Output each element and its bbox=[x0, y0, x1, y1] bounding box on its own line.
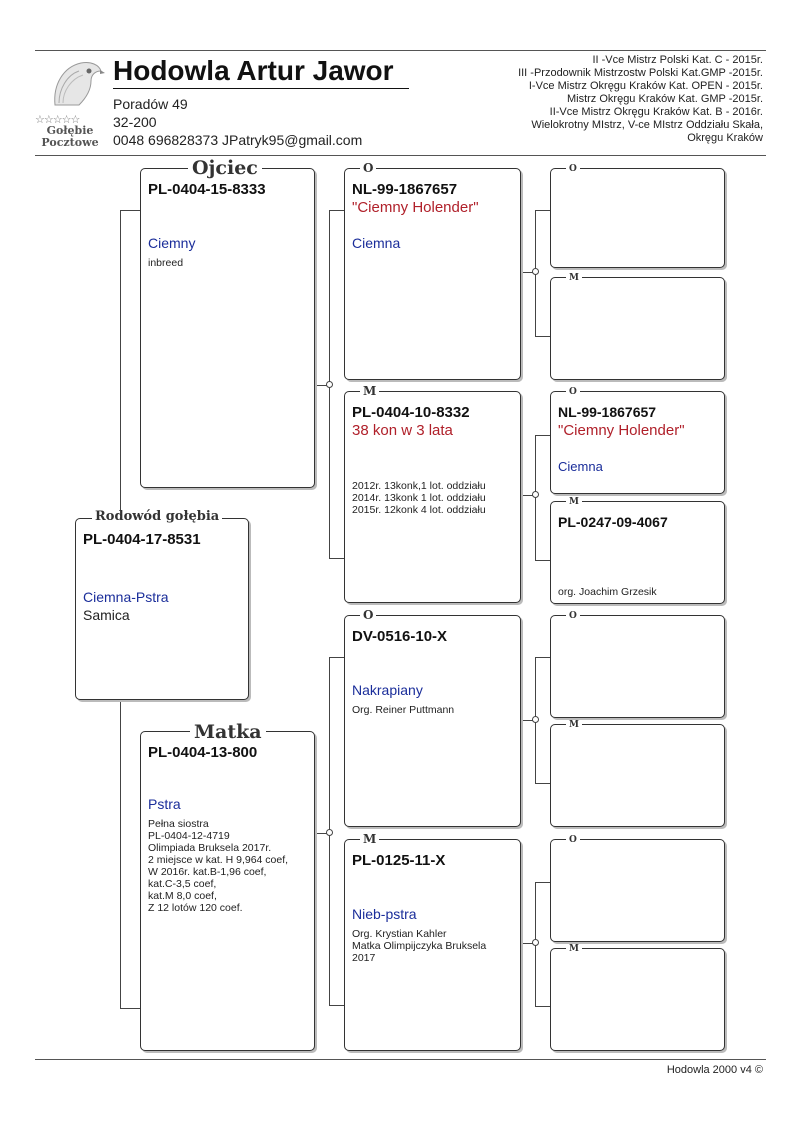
junction-dot bbox=[532, 491, 539, 498]
title-underline bbox=[113, 88, 409, 89]
fm-ring: PL-0404-10-8332 bbox=[352, 404, 470, 421]
mm-tag: M bbox=[360, 832, 379, 846]
address-line-1: Poradów 49 bbox=[113, 96, 188, 112]
mother-color: Pstra bbox=[148, 796, 181, 812]
achievement: II -Vce Mistrz Polski Kat. C - 2015r. bbox=[592, 54, 763, 66]
mf-info: Org. Reiner Puttmann bbox=[352, 704, 455, 716]
ggp-card-6[interactable] bbox=[550, 724, 725, 827]
connector bbox=[535, 336, 550, 337]
grandparent-mm-card[interactable] bbox=[344, 839, 521, 1051]
father-card[interactable] bbox=[140, 168, 315, 488]
subject-sex: Samica bbox=[83, 607, 130, 623]
mother-tag: Matka bbox=[190, 722, 266, 742]
ggp-tag: O bbox=[566, 387, 580, 397]
stars-icon: ☆☆☆☆☆ bbox=[35, 113, 80, 126]
logo-text-2: Pocztowe bbox=[41, 136, 99, 149]
subject-tag: Rodowód gołębia bbox=[92, 510, 222, 524]
mf-color: Nakrapiany bbox=[352, 682, 423, 698]
mother-info bbox=[148, 818, 288, 914]
club-logo bbox=[33, 53, 107, 148]
grandparent-mf-card[interactable] bbox=[344, 615, 521, 827]
ggp-info: org. Joachim Grzesik bbox=[558, 586, 657, 598]
connector bbox=[535, 210, 550, 211]
achievement: Okręgu Kraków bbox=[687, 132, 763, 144]
subject-card[interactable] bbox=[75, 518, 249, 700]
fm-tag: M bbox=[360, 384, 379, 398]
ggp-tag: M bbox=[566, 720, 582, 730]
ff-tag: O bbox=[360, 161, 376, 175]
ggp-card-1[interactable] bbox=[550, 168, 725, 268]
info-line: Matka Olimpijczyka Bruksela bbox=[352, 940, 487, 952]
connector bbox=[120, 700, 121, 1008]
info-line: Olimpiada Bruksela 2017r. bbox=[148, 842, 272, 854]
breeder-title: Hodowla Artur Jawor bbox=[113, 55, 394, 86]
mother-card[interactable] bbox=[140, 731, 315, 1051]
info-line: Z 12 lotów 120 coef. bbox=[148, 902, 243, 914]
connector bbox=[120, 210, 140, 211]
grandparent-fm-card[interactable] bbox=[344, 391, 521, 603]
connector bbox=[535, 435, 550, 436]
achievement: II-Vce Mistrz Okręgu Kraków Kat. B - 2016r. bbox=[549, 106, 763, 118]
info-line: W 2016r. kat.B-1,96 coef, bbox=[148, 866, 267, 878]
subject-ring: PL-0404-17-8531 bbox=[83, 531, 201, 548]
mm-color: Nieb-pstra bbox=[352, 906, 417, 922]
info-line: Org. Krystian Kahler bbox=[352, 928, 447, 940]
ggp-card-7[interactable] bbox=[550, 839, 725, 942]
ggp-card-8[interactable] bbox=[550, 948, 725, 1051]
logo-text-1: Gołębie bbox=[46, 124, 94, 137]
achievement: Wielokrotny MIstrz, V-ce MIstrz Oddziału Skała, bbox=[531, 119, 763, 131]
ggp-tag: O bbox=[566, 835, 580, 845]
ff-nick: "Ciemny Holender" bbox=[352, 199, 479, 216]
footer-text: Hodowla 2000 v4 © bbox=[666, 1064, 763, 1076]
connector bbox=[120, 210, 121, 518]
connector bbox=[329, 558, 344, 559]
ff-color: Ciemna bbox=[352, 235, 401, 251]
connector bbox=[535, 560, 550, 561]
info-line: 2014r. 13konk 1 lot. oddziału bbox=[352, 492, 486, 504]
achievement: Mistrz Okręgu Kraków Kat. GMP -2015r. bbox=[566, 93, 763, 105]
junction-dot bbox=[532, 268, 539, 275]
junction-dot bbox=[532, 939, 539, 946]
connector bbox=[329, 657, 344, 658]
ggp-tag: O bbox=[566, 164, 580, 174]
fm-info bbox=[352, 480, 486, 516]
info-line: kat.M 8,0 coef, bbox=[148, 890, 217, 902]
address-line-2: 32-200 bbox=[113, 114, 157, 130]
ggp-card-5[interactable] bbox=[550, 615, 725, 718]
ggp-card-2[interactable] bbox=[550, 277, 725, 380]
connector bbox=[535, 657, 550, 658]
info-line: 2 miejsce w kat. H 9,964 coef, bbox=[148, 854, 289, 866]
top-rule bbox=[35, 50, 766, 51]
subject-color: Ciemna-Pstra bbox=[83, 589, 169, 605]
info-line: 2015r. 12konk 4 lot. oddziału bbox=[352, 504, 486, 516]
junction-dot bbox=[532, 716, 539, 723]
connector bbox=[120, 1008, 140, 1009]
contact-line: 0048 696828373 JPatryk95@gmail.com bbox=[113, 132, 363, 148]
footer-rule bbox=[35, 1059, 766, 1060]
ggp-tag: M bbox=[566, 944, 582, 954]
ggp-color: Ciemna bbox=[558, 459, 603, 474]
mf-ring: DV-0516-10-X bbox=[352, 628, 448, 645]
ggp-card-3[interactable] bbox=[550, 391, 725, 494]
father-color: Ciemny bbox=[148, 235, 196, 251]
mm-info bbox=[352, 928, 486, 964]
info-line: 2012r. 13konk,1 lot. oddziału bbox=[352, 480, 486, 492]
info-line: 2017 bbox=[352, 952, 376, 964]
achievements-list bbox=[463, 54, 763, 145]
father-tag: Ojciec bbox=[188, 158, 262, 178]
ggp-tag: O bbox=[566, 611, 580, 621]
info-line: kat.C-3,5 coef, bbox=[148, 878, 217, 890]
connector bbox=[535, 783, 550, 784]
ggp-tag: M bbox=[566, 273, 582, 283]
ggp-tag: M bbox=[566, 497, 582, 507]
grandparent-ff-card[interactable] bbox=[344, 168, 521, 380]
ggp-nick: "Ciemny Holender" bbox=[558, 422, 685, 439]
junction-dot bbox=[326, 829, 333, 836]
connector bbox=[535, 1006, 550, 1007]
father-info: inbreed bbox=[148, 257, 184, 269]
info-line: Pełna siostra bbox=[148, 818, 209, 830]
father-ring: PL-0404-15-8333 bbox=[148, 181, 266, 198]
info-line: PL-0404-12-4719 bbox=[148, 830, 230, 842]
pigeon-head-icon bbox=[45, 55, 105, 115]
ggp-card-4[interactable] bbox=[550, 501, 725, 604]
achievement: I-Vce Mistrz Okręgu Kraków Kat. OPEN - 2015r. bbox=[528, 80, 763, 92]
mf-tag: O bbox=[360, 608, 376, 622]
connector bbox=[535, 882, 550, 883]
mm-ring: PL-0125-11-X bbox=[352, 852, 446, 869]
ff-ring: NL-99-1867657 bbox=[352, 181, 458, 198]
fm-nick: 38 kon w 3 lata bbox=[352, 422, 453, 439]
connector bbox=[329, 210, 344, 211]
junction-dot bbox=[326, 381, 333, 388]
header-rule bbox=[35, 155, 766, 156]
ggp-ring: NL-99-1867657 bbox=[558, 404, 657, 420]
connector bbox=[329, 1005, 344, 1006]
ggp-ring: PL-0247-09-4067 bbox=[558, 514, 668, 530]
mother-ring: PL-0404-13-800 bbox=[148, 744, 258, 761]
achievement: III -Przodownik Mistrzostw Polski Kat.GMP -2015r. bbox=[518, 67, 763, 79]
